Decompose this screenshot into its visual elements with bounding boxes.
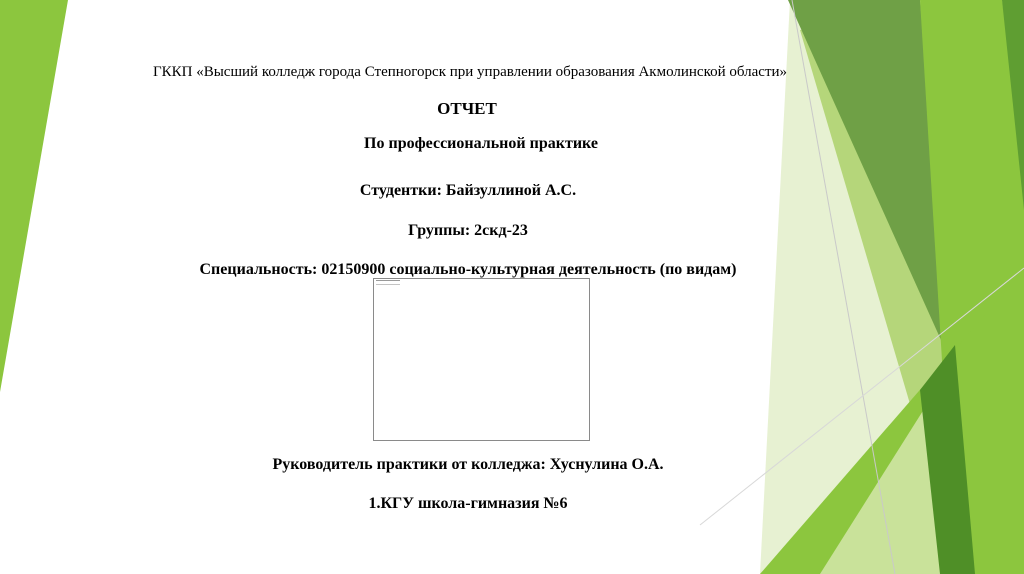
practice-school: 1.КГУ школа-гимназия №6 [368, 495, 568, 512]
specialty: Специальность: 02150900 социально-культурная деятельность (по видам) [199, 261, 737, 278]
student-name: Студентки: Байзуллиной А.С. [359, 182, 577, 199]
photo-placeholder [373, 278, 590, 441]
organization-name: ГККП «Высший колледж города Степногорск при управлении образования Акмолинской области» [152, 64, 788, 80]
photo-caption-mark [376, 280, 400, 285]
supervisor-name: Руководитель практики от колледжа: Хуснулина О.А. [272, 456, 664, 473]
group-number: Группы: 2скд-23 [408, 222, 528, 239]
report-title: ОТЧЕТ [437, 99, 497, 118]
report-subtitle: По профессиональной практике [364, 135, 598, 152]
